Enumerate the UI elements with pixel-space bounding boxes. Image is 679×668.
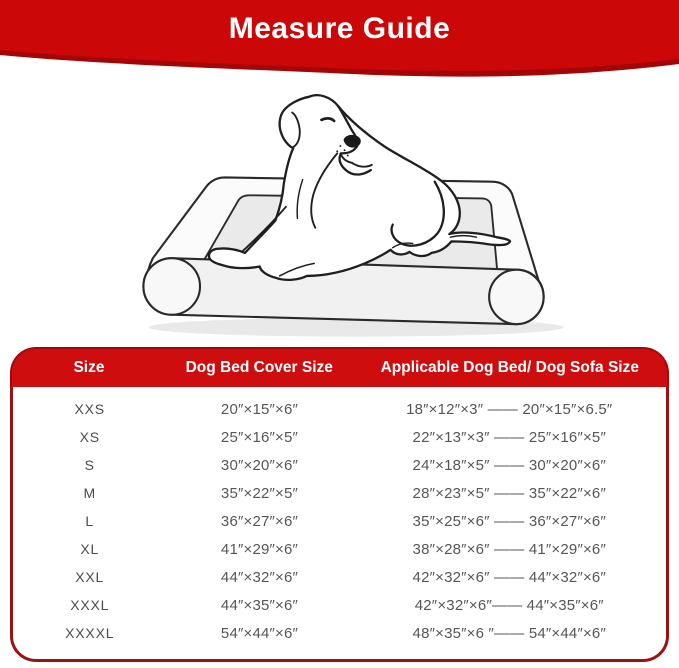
table-row: [13, 423, 666, 451]
column-header-applicable-size: Applicable Dog Bed/ Dog Sofa Size: [380, 359, 639, 376]
table-body: [10, 387, 669, 662]
table-header-row: [10, 347, 669, 387]
size-label: XXXL: [70, 597, 110, 613]
column-header-size: Size: [73, 359, 105, 376]
cover-size-value: 44″×35″×6″: [220, 596, 299, 614]
header-banner: [0, 0, 679, 76]
cover-size-value: 44″×32″×6″: [220, 568, 299, 586]
size-label: L: [85, 513, 95, 529]
dog-on-bed-drawing: [134, 80, 574, 342]
table-row: [13, 619, 666, 647]
cover-size-value: 54″×44″×6″: [220, 624, 299, 642]
page-title: Measure Guide: [228, 12, 451, 45]
size-label: XS: [79, 429, 100, 445]
cover-size-value: 25″×16″×5″: [220, 428, 299, 446]
size-label: XL: [80, 541, 100, 557]
table-row: [13, 563, 666, 591]
applicable-size-value: 48″×35″×6 ″—— 54″×44″×6″: [412, 624, 606, 642]
size-label: S: [84, 457, 95, 473]
table-row: [13, 479, 666, 507]
applicable-size-value: 42″×32″×6″—— 44″×35″×6″: [414, 596, 604, 614]
applicable-size-value: 35″×25″×6″ —— 36″×27″×6″: [412, 512, 606, 530]
applicable-size-value: 18″×12″×3″ —— 20″×15″×6.5″: [406, 400, 613, 418]
size-label: XXXXL: [65, 625, 115, 641]
applicable-size-value: 24″×18″×5″ —— 30″×20″×6″: [412, 456, 606, 474]
table-row: [13, 507, 666, 535]
cover-size-value: 30″×20″×6″: [220, 456, 299, 474]
cover-size-value: 35″×22″×5″: [220, 484, 299, 502]
applicable-size-value: 22″×13″×3″ —— 25″×16″×5″: [412, 428, 606, 446]
table-row: [13, 451, 666, 479]
left-bolster-end: [143, 258, 200, 315]
right-bolster-end: [489, 270, 543, 324]
cover-size-value: 20″×15″×6″: [220, 400, 299, 418]
size-label: M: [83, 485, 96, 501]
size-label: XXL: [75, 569, 105, 585]
table-row: [13, 535, 666, 563]
table-row: [13, 395, 666, 423]
size-guide-table: [10, 347, 669, 662]
applicable-size-value: 28″×23″×5″ —— 35″×22″×6″: [412, 484, 606, 502]
applicable-size-value: 42″×32″×6″ —— 44″×32″×6″: [412, 568, 606, 586]
column-header-cover-size: Dog Bed Cover Size: [185, 359, 333, 376]
cover-size-value: 36″×27″×6″: [220, 512, 299, 530]
dog-bed-illustration: [0, 76, 679, 334]
cover-size-value: 41″×29″×6″: [220, 540, 299, 558]
table-row: [13, 591, 666, 619]
applicable-size-value: 38″×28″×6″ —— 41″×29″×6″: [412, 540, 606, 558]
size-label: XXS: [74, 401, 105, 417]
